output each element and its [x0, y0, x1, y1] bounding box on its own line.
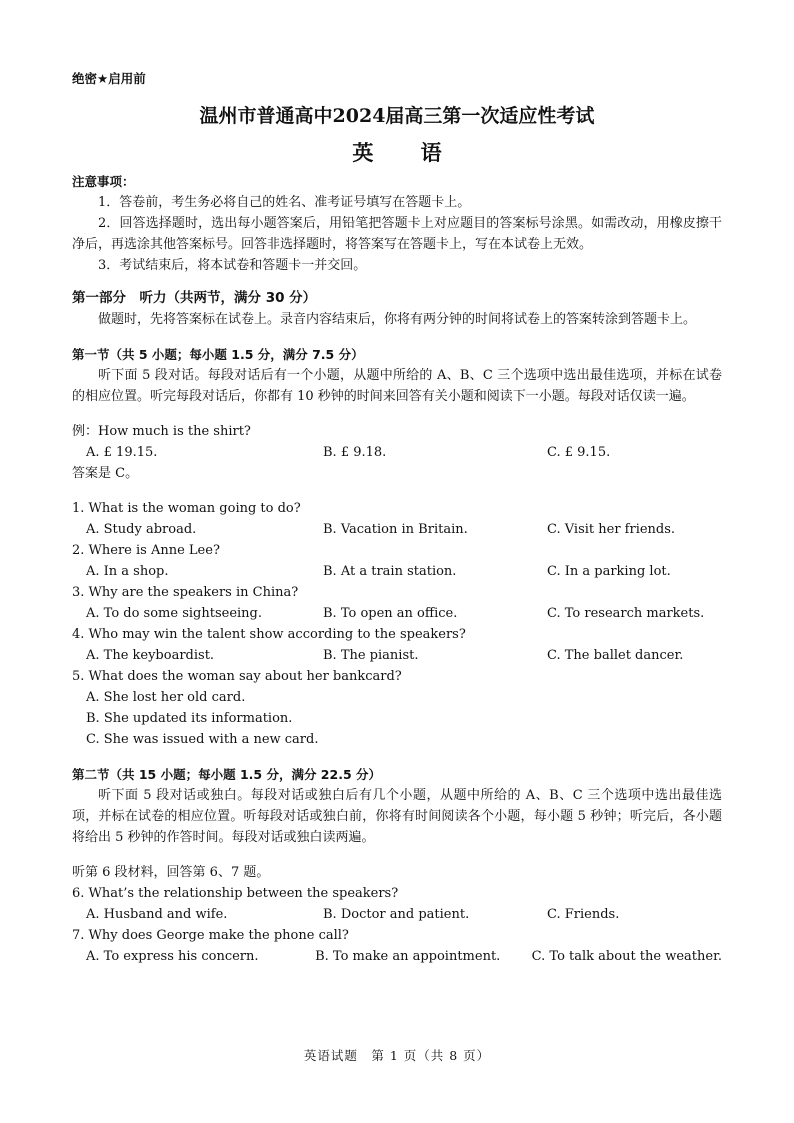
option-c: C. Friends.: [547, 907, 620, 922]
example-answer: 答案是 C。: [72, 466, 139, 481]
option-a: A. Study abroad.: [86, 522, 197, 537]
options: [72, 946, 722, 967]
option-a: A. She lost her old card.: [86, 690, 246, 705]
option-a: A. £ 19.15.: [86, 445, 158, 460]
options: [72, 561, 722, 582]
option-a: A. To do some sightseeing.: [86, 606, 262, 621]
question: 4. Who may win the talent show according to the speakers?: [72, 627, 466, 642]
page-footer: 英语试题 第 1 页（共 8 页）: [303, 1048, 491, 1063]
options: [72, 519, 722, 540]
notice-block: [72, 171, 722, 276]
part1-heading: 第一部分 听力（共两节，满分 30 分）: [72, 290, 317, 306]
section1-heading: 第一节（共 5 小题；每小题 1.5 分，满分 7.5 分）: [72, 347, 364, 362]
option-a: A. In a shop.: [86, 564, 169, 579]
option-b: B. £ 9.18.: [323, 445, 387, 460]
options: [72, 904, 722, 925]
confidential-label: 绝密★启用前: [72, 71, 146, 86]
question: 2. Where is Anne Lee?: [72, 543, 220, 558]
notice-item: 2．回答选择题时，选出每小题答案后，用铅笔把答题卡上对应题目的答案标号涂黑。如需改动，用橡皮擦干净后，再选涂其他答案标号。回答非选择题时，将答案写在答题卡上，写在本试卷上无效。: [72, 216, 722, 252]
option-c: C. In a parking lot.: [547, 564, 671, 579]
section1-intro: 听下面 5 段对话。每段对话后有一个小题，从题中所给的 A、B、C 三个选项中选出最佳选项，并标在试卷的相应位置。听完每段对话后，你都有 10 秒钟的时间来回答有关小题和阅读下一小题。每段对话仅读一遍。: [72, 368, 722, 404]
option-a: A. Husband and wife.: [86, 907, 228, 922]
question: 1. What is the woman going to do?: [72, 501, 301, 516]
notice-item: 1．答卷前，考生务必将自己的姓名、准考证号填写在答题卡上。: [98, 195, 471, 210]
option-b: B. To open an office.: [323, 606, 458, 621]
subject-title: 英 语: [352, 140, 462, 165]
option-c: C. Visit her friends.: [547, 522, 676, 537]
question: 7. Why does George make the phone call?: [72, 928, 349, 943]
question: 5. What does the woman say about her bankcard?: [72, 669, 402, 684]
option-c: C. To talk about the weather.: [531, 949, 722, 964]
part1-intro: 做题时，先将答案标在试卷上。录音内容结束后，你将有两分钟的时间将试卷上的答案转涂到答题卡上。: [98, 312, 697, 327]
material-label: 听第 6 段材料，回答第 6、7 题。: [72, 865, 270, 880]
option-c: C. £ 9.15.: [547, 445, 611, 460]
example-block: [72, 421, 722, 484]
option-c: C. The ballet dancer.: [547, 648, 684, 663]
option-a: A. The keyboardist.: [86, 648, 215, 663]
option-b: B. To make an appointment.: [315, 949, 501, 964]
option-b: B. She updated its information.: [86, 711, 293, 726]
option-c: C. She was issued with a new card.: [86, 732, 319, 747]
section2-heading: 第二节（共 15 小题；每小题 1.5 分，满分 22.5 分）: [72, 767, 381, 782]
option-b: B. At a train station.: [323, 564, 457, 579]
question: 6. What’s the relationship between the speakers?: [72, 886, 399, 901]
section1-questions: [72, 498, 722, 750]
exam-title: 温州市普通高中2024届高三第一次适应性考试: [199, 105, 595, 127]
notice-item: 3．考试结束后，将本试卷和答题卡一并交回。: [98, 258, 367, 273]
option-c: C. To research markets.: [547, 606, 705, 621]
section2-intro: 听下面 5 段对话或独白。每段对话或独白后有几个小题，从题中所给的 A、B、C 三个选项中选出最佳选项，并标在试卷的相应位置。听每段对话或独白前，你将有时间阅读各个小题，每小题 5 秒钟；听完后，各小题将给出 5 秒钟的作答时间。每段对话或独白读两遍。: [72, 788, 722, 845]
options: [72, 645, 722, 666]
notice-heading: 注意事项：: [72, 174, 135, 189]
option-a: A. To express his concern.: [86, 949, 259, 964]
option-b: B. Vacation in Britain.: [323, 522, 468, 537]
option-b: B. The pianist.: [323, 648, 419, 663]
question: 3. Why are the speakers in China?: [72, 585, 299, 600]
options: [72, 603, 722, 624]
option-b: B. Doctor and patient.: [323, 907, 470, 922]
example-question: 例：How much is the shirt?: [72, 424, 251, 439]
example-options: [72, 442, 722, 463]
section2-questions: [72, 862, 722, 967]
